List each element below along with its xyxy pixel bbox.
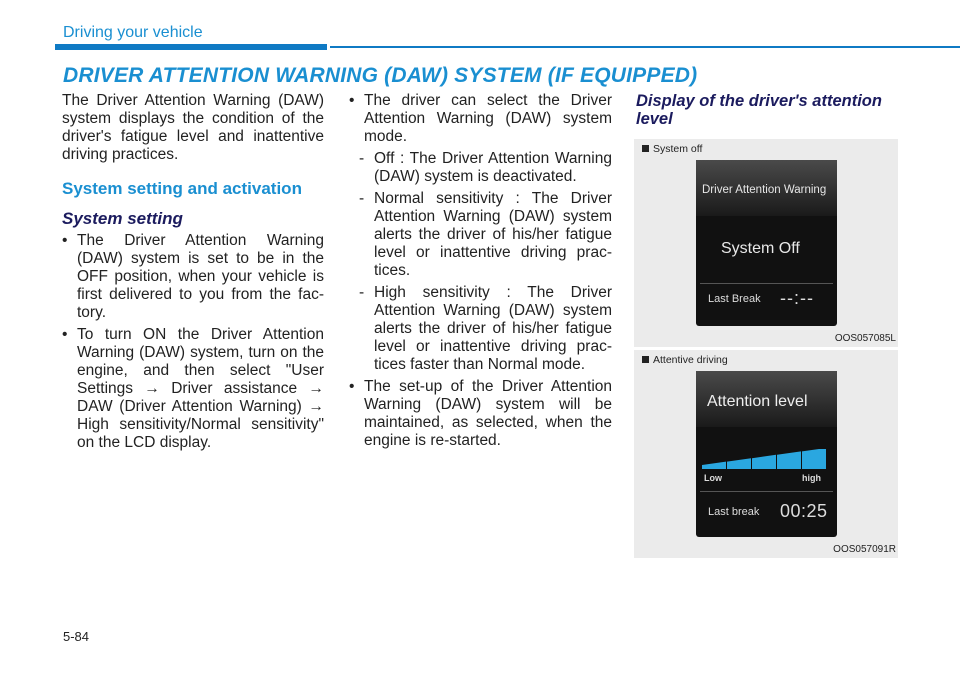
heading-system-setting-activation: System setting and activation	[62, 179, 302, 198]
display-header-text: Attention level	[707, 393, 808, 410]
page-number: 5-84	[63, 629, 90, 644]
meter-high-label: high	[802, 473, 821, 483]
page-title: DRIVER ATTENTION WARNING (DAW) SYSTEM (IF EQUIPPED)	[63, 64, 698, 87]
mode-item-off: - Off : The Driver Attention Warning (DAW) system is deactivated.	[359, 150, 612, 186]
figure-caption-text: System off	[653, 143, 703, 155]
display-status-text: System Off	[721, 240, 800, 257]
last-break-label: Last break	[708, 506, 760, 518]
figure-code: OOS057085L	[834, 333, 896, 344]
last-break-label: Last Break	[708, 293, 761, 305]
figure-caption	[642, 143, 702, 155]
display-divider	[700, 491, 833, 492]
column-2	[349, 92, 612, 450]
header-rule-thick	[55, 44, 327, 50]
bullet-item: • To turn ON the Driver Attention Warning (DAW) system, turn on the engine, and then select "User Settings → Driver assistance → DAW (Driver Attention Warning) → High sensitivity/Normal sensitivity" on the LCD display.	[62, 326, 324, 452]
subheading-system-setting: System setting	[62, 209, 183, 228]
attention-level-segment	[802, 449, 826, 469]
attention-level-segment	[752, 455, 776, 469]
figure-caption-text: Attentive driving	[653, 354, 728, 366]
header-rule-thin	[330, 46, 960, 48]
column-1	[62, 92, 324, 452]
display-header-text: Driver Attention Warning	[702, 184, 827, 196]
mode-item-normal: - Normal sensitivity : The Driver Attention Warning (DAW) system alerts the driver of his/her fatigue level or inattentive driving practices.	[359, 190, 612, 280]
figure-system-off	[634, 139, 898, 347]
figure-caption	[642, 354, 728, 366]
last-break-value: --:--	[780, 288, 814, 308]
intro-paragraph: The Driver Attention Warning (DAW) system displays the condition of the driver's fatigue level and inattentive driving practices.	[62, 92, 324, 163]
attention-level-segment	[727, 458, 751, 469]
bullet-item: • The driver can select the Driver Attention Warning (DAW) system mode.	[349, 92, 612, 146]
figure-attentive-driving	[634, 350, 898, 558]
figure-code: OOS057091R	[833, 544, 896, 555]
cluster-display	[696, 160, 837, 326]
figure-section-title: Display of the driver's attention level	[636, 92, 882, 128]
square-bullet-icon	[642, 145, 649, 152]
mode-item-high: - High sensitivity : The Driver Attention Warning (DAW) system alerts the driver of his/her fatigue level or inattentive driving practices faster than Normal mode.	[359, 284, 612, 374]
attention-level-meter	[702, 449, 827, 471]
attention-level-segment	[777, 451, 801, 469]
display-divider	[700, 283, 833, 284]
section-title: Driving your vehicle	[63, 24, 203, 41]
last-break-value: 00:25	[780, 501, 828, 521]
attention-level-segment	[702, 462, 726, 469]
square-bullet-icon	[642, 356, 649, 363]
bullet-item: • The set-up of the Driver Attention Warning (DAW) system will be maintained, as selected, when the engine is re-started.	[349, 378, 612, 450]
meter-low-label: Low	[704, 473, 722, 483]
bullet-item: • The Driver Attention Warning (DAW) system is set to be in the OFF position, when your vehicle is first delivered to you from the factory.	[62, 232, 324, 322]
cluster-display	[696, 371, 837, 537]
